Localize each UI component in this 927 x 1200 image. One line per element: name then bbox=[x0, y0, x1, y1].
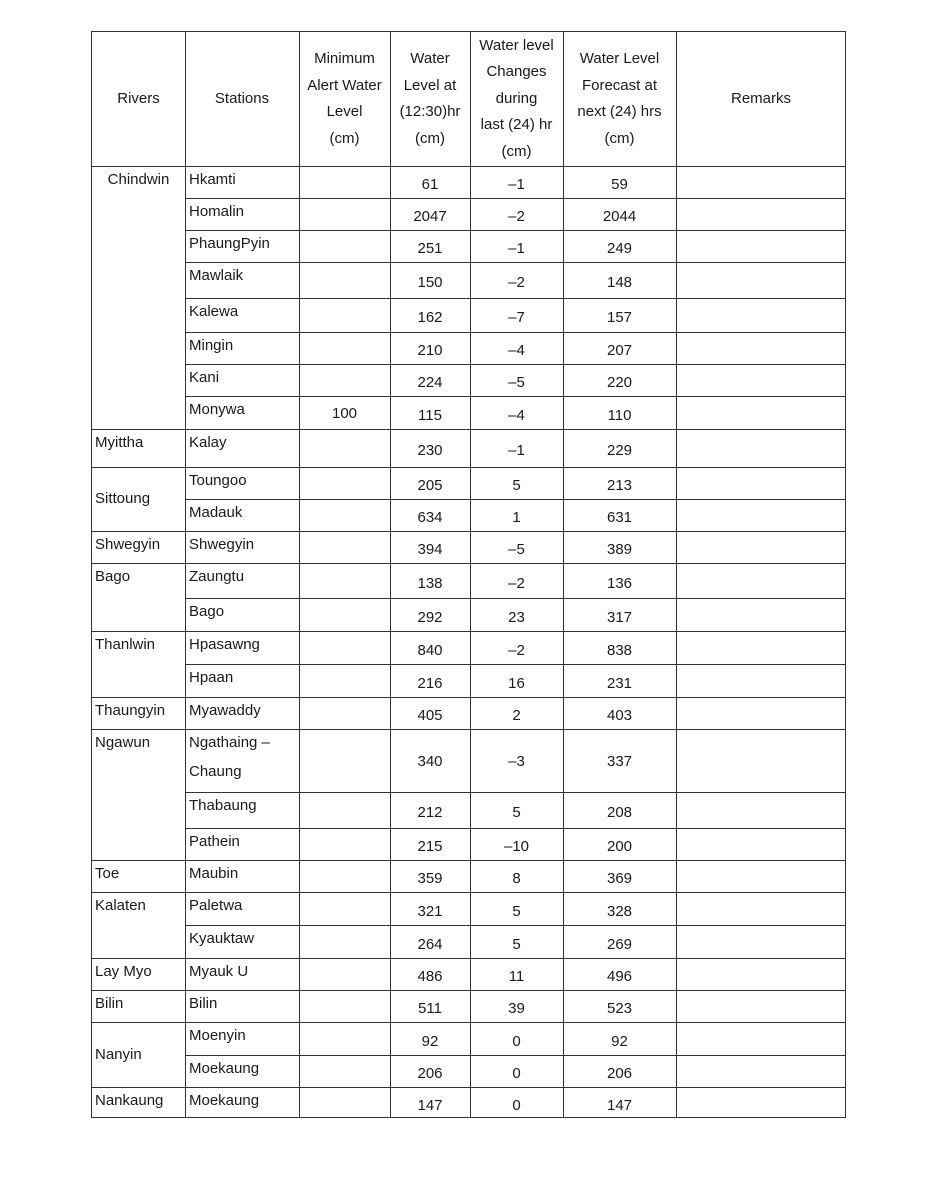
level-forecast: 200 bbox=[606, 838, 633, 855]
level-forecast: 523 bbox=[606, 1000, 633, 1017]
header-rivers bbox=[92, 32, 185, 166]
min-alert-level: 100 bbox=[331, 404, 358, 422]
header-line: (cm) bbox=[329, 129, 360, 147]
level-change: 2 bbox=[512, 707, 521, 724]
station-name: Kalay bbox=[189, 434, 227, 451]
level-change: –2 bbox=[508, 274, 525, 291]
level-forecast: 369 bbox=[606, 870, 633, 887]
level-change: –4 bbox=[508, 406, 525, 424]
water-level: 251 bbox=[417, 240, 443, 257]
level-forecast: 229 bbox=[606, 442, 633, 459]
station-name: Pathein bbox=[189, 833, 240, 850]
level-change: –5 bbox=[508, 541, 525, 558]
water-level: 321 bbox=[417, 902, 443, 920]
water-level: 394 bbox=[417, 541, 443, 558]
level-forecast: 206 bbox=[606, 1065, 633, 1082]
water-level: 138 bbox=[417, 574, 443, 592]
river-name: Shwegyin bbox=[95, 536, 161, 553]
level-forecast: 328 bbox=[606, 902, 633, 920]
level-change: 0 bbox=[512, 1097, 521, 1114]
station-name-cont: Chaung bbox=[189, 763, 242, 780]
water-level: 230 bbox=[417, 442, 443, 459]
level-change: –1 bbox=[508, 442, 525, 459]
river-name: Nanyin bbox=[95, 1045, 142, 1063]
station-name: Kyauktaw bbox=[189, 930, 255, 947]
level-forecast: 157 bbox=[606, 309, 633, 326]
header-line: Water level bbox=[479, 36, 554, 54]
level-forecast: 496 bbox=[606, 968, 633, 985]
river-name: Thaungyin bbox=[95, 702, 166, 719]
station-name: Myawaddy bbox=[189, 702, 261, 719]
level-change: –10 bbox=[503, 838, 530, 855]
station-name: Zaungtu bbox=[189, 568, 245, 585]
station-name: Homalin bbox=[189, 203, 245, 220]
level-forecast: 269 bbox=[606, 935, 633, 953]
river-name: Kalaten bbox=[95, 897, 146, 914]
level-change: –3 bbox=[508, 752, 525, 770]
water-level: 340 bbox=[417, 752, 443, 770]
river-name: Lay Myo bbox=[95, 963, 152, 980]
water-level: 92 bbox=[421, 1032, 439, 1050]
header-remarks bbox=[676, 32, 846, 166]
river-name: Bilin bbox=[95, 995, 124, 1012]
level-forecast: 110 bbox=[607, 406, 632, 424]
level-forecast: 213 bbox=[606, 477, 633, 494]
station-name: Thabaung bbox=[189, 797, 257, 814]
station-name: Moekaung bbox=[189, 1060, 260, 1077]
water-level: 292 bbox=[417, 608, 443, 626]
header-line: (cm) bbox=[501, 142, 532, 160]
level-forecast: 337 bbox=[606, 752, 633, 770]
water-level: 206 bbox=[417, 1065, 443, 1082]
level-change: 5 bbox=[512, 935, 521, 953]
water-level: 150 bbox=[417, 274, 443, 291]
header-line: Minimum bbox=[314, 50, 375, 67]
level-forecast: 317 bbox=[606, 608, 633, 626]
level-forecast: 389 bbox=[606, 541, 633, 558]
level-forecast: 2044 bbox=[602, 208, 637, 225]
level-forecast: 249 bbox=[606, 240, 633, 257]
station-name: Kani bbox=[189, 369, 220, 386]
header-rivers-label: Rivers bbox=[117, 89, 160, 107]
water-level: 162 bbox=[417, 309, 443, 326]
level-change: 5 bbox=[512, 477, 521, 494]
header-line: Alert Water bbox=[307, 76, 382, 94]
header-line: Level bbox=[326, 103, 363, 120]
station-name: Mingin bbox=[189, 337, 234, 354]
station-name: Shwegyin bbox=[189, 536, 255, 553]
header-water-level bbox=[390, 32, 470, 166]
water-level: 840 bbox=[417, 641, 443, 659]
station-name: Hkamti bbox=[189, 171, 236, 188]
water-level: 216 bbox=[417, 674, 443, 692]
station-name: Ngathaing – bbox=[189, 734, 270, 751]
station-name: Moenyin bbox=[189, 1027, 246, 1044]
header-stations-label: Stations bbox=[214, 89, 270, 107]
level-forecast: 231 bbox=[606, 674, 633, 692]
level-forecast: 136 bbox=[606, 574, 633, 592]
station-name: Hpasawng bbox=[189, 636, 260, 653]
level-change: 8 bbox=[512, 870, 521, 887]
level-change: 0 bbox=[512, 1065, 521, 1082]
water-level: 210 bbox=[417, 342, 443, 359]
water-level-table bbox=[91, 31, 846, 1118]
header-stations bbox=[185, 32, 299, 166]
river-name: Toe bbox=[95, 865, 120, 882]
level-change: 0 bbox=[512, 1032, 521, 1050]
station-name: Kalewa bbox=[189, 303, 239, 320]
river-name: Thanlwin bbox=[95, 636, 156, 653]
river-name: Myittha bbox=[95, 434, 144, 451]
header-line: (cm) bbox=[604, 129, 635, 147]
river-name: Sittoung bbox=[95, 490, 151, 507]
level-change: 23 bbox=[508, 608, 525, 626]
level-change: –2 bbox=[508, 641, 525, 659]
level-forecast: 148 bbox=[606, 274, 633, 291]
level-forecast: 403 bbox=[606, 707, 633, 724]
water-level: 511 bbox=[418, 1000, 442, 1017]
station-name: PhaungPyin bbox=[189, 235, 270, 252]
station-name: Paletwa bbox=[189, 897, 243, 914]
header-line: Water bbox=[410, 50, 450, 67]
header-line: Water Level bbox=[579, 50, 660, 67]
station-name: Toungoo bbox=[189, 472, 247, 489]
level-change: 39 bbox=[508, 1000, 525, 1017]
river-name: Chindwin bbox=[107, 171, 170, 188]
station-name: Mawlaik bbox=[189, 267, 244, 284]
level-forecast: 92 bbox=[611, 1032, 628, 1050]
station-name: Bilin bbox=[189, 995, 218, 1012]
station-name: Monywa bbox=[189, 401, 245, 418]
header-line: (cm) bbox=[415, 129, 445, 147]
header-remarks-label: Remarks bbox=[730, 89, 791, 107]
level-change: 5 bbox=[512, 804, 521, 821]
level-change: –7 bbox=[508, 309, 525, 326]
level-change: –1 bbox=[508, 240, 525, 257]
station-name: Hpaan bbox=[189, 669, 234, 686]
level-change: –2 bbox=[508, 574, 525, 592]
water-level: 486 bbox=[417, 968, 443, 985]
river-name: Bago bbox=[95, 568, 131, 585]
header-line: last (24) hr bbox=[480, 116, 553, 134]
station-name: Madauk bbox=[189, 504, 243, 521]
river-name: Ngawun bbox=[95, 734, 151, 751]
header-line: Level at bbox=[403, 76, 457, 94]
river-name: Nankaung bbox=[95, 1092, 164, 1109]
water-level: 61 bbox=[421, 176, 439, 193]
water-level: 212 bbox=[417, 804, 443, 821]
station-name: Myauk U bbox=[189, 963, 249, 980]
level-change: 16 bbox=[508, 674, 525, 692]
water-level: 405 bbox=[417, 707, 443, 724]
water-level: 115 bbox=[418, 406, 442, 424]
level-change: 11 bbox=[508, 968, 525, 985]
header-line: next (24) hrs bbox=[577, 103, 662, 120]
header-line: during bbox=[495, 89, 538, 107]
level-forecast: 631 bbox=[606, 509, 633, 526]
level-forecast: 207 bbox=[606, 342, 633, 359]
header-forecast bbox=[563, 32, 676, 166]
water-level: 2047 bbox=[413, 208, 447, 225]
header-line: Changes bbox=[486, 63, 547, 81]
header-min-alert bbox=[299, 32, 390, 166]
water-level: 205 bbox=[417, 477, 443, 494]
water-level: 264 bbox=[417, 935, 443, 953]
water-level: 359 bbox=[417, 870, 443, 887]
water-level: 634 bbox=[417, 509, 443, 526]
level-change: –4 bbox=[508, 342, 525, 359]
station-name: Moekaung bbox=[189, 1092, 260, 1109]
level-change: –5 bbox=[508, 374, 525, 391]
level-forecast: 147 bbox=[606, 1097, 633, 1114]
level-forecast: 59 bbox=[611, 176, 628, 193]
station-name: Bago bbox=[189, 603, 225, 620]
level-forecast: 220 bbox=[606, 374, 633, 391]
level-forecast: 838 bbox=[606, 641, 633, 659]
header-changes bbox=[470, 32, 563, 166]
level-change: 5 bbox=[512, 902, 521, 920]
water-level: 224 bbox=[417, 374, 443, 391]
water-level: 215 bbox=[417, 838, 443, 855]
water-level: 147 bbox=[417, 1097, 443, 1114]
level-change: 1 bbox=[512, 509, 521, 526]
header-line: Forecast at bbox=[581, 76, 657, 94]
level-change: –2 bbox=[508, 208, 525, 225]
station-name: Maubin bbox=[189, 865, 239, 882]
level-forecast: 208 bbox=[606, 804, 633, 821]
level-change: –1 bbox=[508, 176, 525, 193]
header-line: (12:30)hr bbox=[399, 103, 461, 120]
